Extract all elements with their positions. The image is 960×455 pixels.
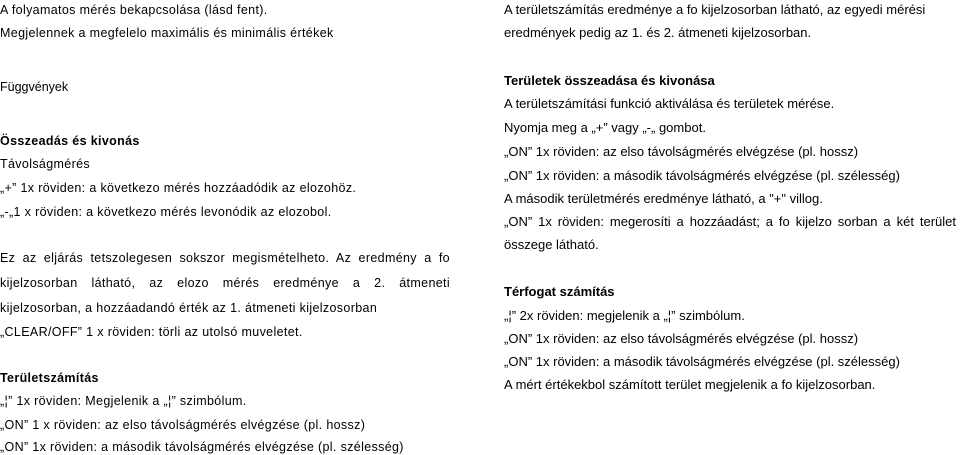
area-line-3: „ON” 1x röviden: a második távolságmérés elvégzése (pl. szélesség) [0,440,404,454]
minus-line: „-„1 x röviden: a következo mérés levonódik az elozobol. [0,205,332,219]
area-line-1: „¦” 1x röviden: Megjelenik a „¦” szimbólum. [0,394,247,408]
first-distance-line: „ON” 1x röviden: az elso távolságmérés elvégzése (pl. hossz) [504,144,859,159]
distance-label: Távolságmérés [0,157,90,171]
add-sub-heading: Területek összeadása és kivonása [504,73,715,88]
right-intro-line-2: eredmények pedig az 1. és 2. átmeneti kijelzosorban. [504,25,812,40]
area-activation-line: A területszámítási funkció aktiválása és területek mérése. [504,96,835,111]
confirm-add-line: „ON” 1x röviden: megerosíti a hozzáadást; a fo kijelzo sorban a két terület [504,214,956,229]
area-line-2: „ON” 1 x röviden: az elso távolságmérés elvégzése (pl. hossz) [0,418,366,432]
sum-visible-line: összege látható. [504,237,599,252]
second-distance-line: „ON” 1x röviden: a második távolságmérés elvégzése (pl. szélesség) [504,168,900,183]
clear-line: „CLEAR/OFF” 1 x röviden: törli az utolsó muveletet. [0,325,303,339]
volume-line-4: A mért értékekbol számított terület megjelenik a fo kijelzosorban. [504,377,876,392]
sum-sub-heading: Összeadás és kivonás [0,134,140,148]
volume-line-2: „ON” 1x röviden: az elso távolságmérés elvégzése (pl. hossz) [504,331,859,346]
plus-line: „+” 1x röviden: a következo mérés hozzáadódik az elozohöz. [0,181,357,195]
repeat-line-3: kijelzosorban, a hozzáadandó érték az 1. átmeneti kijelzosorban [0,301,378,315]
volume-line-1: „¦” 2x röviden: megjelenik a „¦” szimbólum. [504,308,745,323]
functions-heading: Függvények [0,80,69,94]
repeat-line-1: Ez az eljárás tetszolegesen sokszor megismételheto. Az eredmény a fo [0,251,450,265]
press-button-line: Nyomja meg a „+” vagy „-„ gombot. [504,120,706,135]
second-area-result-line: A második területmérés eredménye látható, a "+" villog. [504,191,823,206]
intro-line-1: A folyamatos mérés bekapcsolása (lásd fent). [0,3,268,17]
right-intro-line-1: A területszámítás eredménye a fo kijelzosorban látható, az egyedi mérési [504,2,926,17]
volume-line-3: „ON” 1x röviden: a második távolságmérés elvégzése (pl. szélesség) [504,354,900,369]
repeat-line-2: kijelzosorban látható, az elozo mérés eredménye a 2. átmeneti [0,276,450,290]
volume-heading: Térfogat számítás [504,284,615,299]
area-heading: Területszámítás [0,371,99,385]
intro-line-2: Megjelennek a megfelelo maximális és minimális értékek [0,26,334,40]
